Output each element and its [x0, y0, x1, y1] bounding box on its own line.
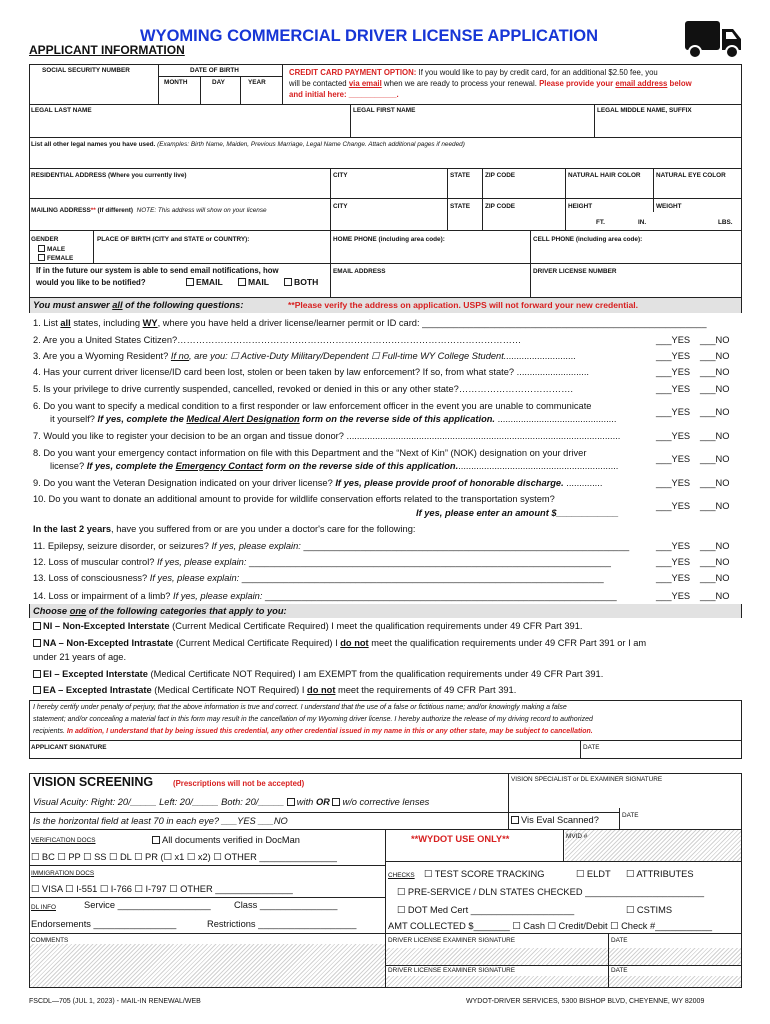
dob-year-label: YEAR: [248, 79, 266, 86]
weight-lbs-label: LBS.: [718, 219, 733, 226]
home-phone-label: HOME PHONE (including area code):: [333, 236, 445, 243]
q8-yes[interactable]: ___YES: [656, 454, 691, 464]
dl-examiner-signature-label-2: DRIVER LICENSE EXAMINER SIGNATURE: [388, 967, 516, 974]
gender-female-option[interactable]: FEMALE: [38, 254, 73, 262]
eldt-check[interactable]: ☐ ELDT: [576, 869, 611, 879]
comments-label: COMMENTS: [31, 937, 69, 944]
attributes-check[interactable]: ☐ ATTRIBUTES: [626, 869, 694, 879]
question-5: 5. Is your privilege to drive currently suspended, cancelled, revoked or denied in this or any other state?……………………………….: [33, 384, 573, 394]
dl-number-label: DRIVER LICENSE NUMBER: [533, 268, 617, 275]
q7-no[interactable]: ___NO: [700, 431, 730, 441]
question-6-line2: it yourself? If yes, complete the Medical Alert Designation form on the reverse side of this application. ..............................................: [50, 414, 617, 424]
truck-icon: [683, 17, 745, 61]
city-label: CITY: [333, 172, 348, 179]
cstims-check[interactable]: ☐ CSTIMS: [626, 905, 673, 915]
q13-no[interactable]: ___NO: [700, 573, 730, 583]
gender-male-option[interactable]: MALE: [38, 245, 65, 253]
middle-name-label: LEGAL MIDDLE NAME, SUFFIX: [597, 107, 692, 114]
question-10-amount[interactable]: If yes, please enter an amount $____________: [416, 508, 619, 518]
question-10: 10. Do you want to donate an additional amount to provide for wildlife conservation efforts related to the transportation system?: [33, 494, 555, 504]
birthplace-label: PLACE OF BIRTH (CITY and STATE or COUNTRY):: [97, 236, 250, 243]
question-9: 9. Do you want the Veteran Designation indicated on your driver license? If yes, please provide proof of honorable discharge. ..............: [33, 478, 603, 488]
state-label: STATE: [450, 172, 470, 179]
certify-line3: recipients. In addition, I understand that by being issued this credential, any other credential issued in my name in this or any other state, may be subject to cancellation.: [33, 728, 593, 735]
verification-docs-label: VERIFICATION DOCS: [31, 837, 96, 844]
vision-examiner-signature-label: VISION SPECIALIST or DL EXAMINER SIGNATURE: [511, 776, 663, 783]
q14-no[interactable]: ___NO: [700, 591, 730, 601]
height-in-label: IN.: [638, 219, 647, 226]
q5-no[interactable]: ___NO: [700, 384, 730, 394]
q9-no[interactable]: ___NO: [700, 478, 730, 488]
mailing-city-label: CITY: [333, 203, 348, 210]
preservice-check[interactable]: ☐ PRE-SERVICE / DLN STATES CHECKED _______________________: [397, 887, 705, 897]
immigration-docs-label: IMMIGRATION DOCS: [31, 870, 95, 877]
vision-screening-title: VISION SCREENING: [33, 775, 154, 789]
question-13: 13. Loss of consciousness? If yes, please explain: ______________________________________________________________________: [33, 573, 604, 583]
class-field[interactable]: Class _______________: [234, 900, 338, 910]
dob-day-label: DAY: [212, 79, 225, 86]
horizontal-field-line[interactable]: Is the horizontal field at least 70 in each eye? ___YES ___NO: [33, 816, 288, 826]
all-docs-verified[interactable]: All documents verified in DocMan: [152, 835, 300, 845]
cell-phone-label: CELL PHONE (including area code):: [533, 236, 643, 243]
q4-no[interactable]: ___NO: [700, 367, 730, 377]
question-1: 1. List all states, including WY, where you have held a driver license/learner permit or ID card: _______________________________________________________: [33, 318, 707, 328]
notify-both-option[interactable]: BOTH: [284, 278, 318, 287]
question-6-line1: 6. Do you want to specify a medical condition to a first responder or law enforcement officer in the event you are unable to communicate: [33, 401, 592, 411]
question-14: 14. Loss or impairment of a limb? If yes, please explain: ____________________________________________________________________: [33, 591, 617, 601]
question-11: 11. Epilepsy, seizure disorder, or seizures? If yes, please explain: _______________________________________________________________: [33, 541, 630, 551]
hair-color-label: NATURAL HAIR COLOR: [568, 172, 641, 179]
height-label: HEIGHT: [568, 203, 593, 210]
choose-category-heading: Choose one of the following categories that apply to you:: [33, 606, 287, 616]
q12-no[interactable]: ___NO: [700, 557, 730, 567]
notify-email-option[interactable]: EMAIL: [186, 278, 223, 287]
section-applicant-information: APPLICANT INFORMATION: [29, 43, 185, 57]
notify-question-line2: would you like to be notified?: [36, 278, 146, 287]
last-two-years-heading: In the last 2 years, have you suffered from or are you under a doctor's care for the following:: [33, 524, 416, 534]
dl-examiner-date-label-2: DATE: [611, 967, 628, 974]
category-ei[interactable]: EI – Excepted Interstate (Medical Certificate NOT Required) I am EXEMPT from the qualification requirements under 49 CFR Part 391.: [33, 669, 603, 679]
question-2: 2. Are you a United States Citizen?…………………………………………………………………………………………………: [33, 335, 522, 345]
dob-month-label: MONTH: [164, 79, 188, 86]
q6-no[interactable]: ___NO: [700, 407, 730, 417]
question-4: 4. Has your current driver license/ID card been lost, stolen or been taken by law enforcement? If so, from what state? ............................: [33, 367, 589, 377]
service-field[interactable]: Service __________________: [84, 900, 211, 910]
verification-docs-options[interactable]: ☐ BC ☐ PP ☐ SS ☐ DL ☐ PR (☐ x1 ☐ x2) ☐ OTHER _______________: [31, 852, 337, 862]
question-8-line2: license? If yes, complete the Emergency Contact form on the reverse side of this application...............................................................: [50, 461, 619, 471]
q2-yes[interactable]: ___YES: [656, 335, 691, 345]
dl-info-label: DL INFO: [31, 904, 56, 911]
credit-card-option-line2: will be contacted via email when we are ready to process your renewal. Please provide your email address below: [289, 79, 692, 88]
mailing-state-label: STATE: [450, 203, 470, 210]
q11-no[interactable]: ___NO: [700, 541, 730, 551]
question-3: 3. Are you a Wyoming Resident? If no, are you: ☐ Active-Duty Military/Dependent ☐ Full-time WY College Student............................: [33, 351, 577, 361]
q9-yes[interactable]: ___YES: [656, 478, 691, 488]
question-12: 12. Loss of muscular control? If yes, please explain: ______________________________________________________________________: [33, 557, 611, 567]
q2-no[interactable]: ___NO: [700, 335, 730, 345]
weight-label: WEIGHT: [656, 203, 682, 210]
immigration-docs-options[interactable]: ☐ VISA ☐ I-551 ☐ I-766 ☐ I-797 ☐ OTHER _______________: [31, 884, 293, 894]
mailing-zip-label: ZIP CODE: [485, 203, 516, 210]
eye-color-label: NATURAL EYE COLOR: [656, 172, 726, 179]
dob-label: DATE OF BIRTH: [190, 67, 239, 74]
vision-date-label: DATE: [622, 812, 639, 819]
restrictions-field[interactable]: Restrictions ___________________: [207, 919, 357, 929]
q5-yes[interactable]: ___YES: [656, 384, 691, 394]
applicant-signature-date-label: DATE: [583, 744, 600, 751]
credit-card-option-line1: CREDIT CARD PAYMENT OPTION: If you would like to pay by credit card, for an additional $2.50 fee, you: [289, 68, 658, 77]
question-8-line1: 8. Do you want your emergency contact information on file with this Department and the “Next of Kin” (NOK) designation on your driver: [33, 448, 587, 458]
mvid-label: MVID #: [566, 833, 588, 840]
verify-address-warning: **Please verify the address on application. USPS will not forward your new credential.: [288, 300, 639, 310]
must-answer-heading: You must answer all of the following questions:: [33, 300, 244, 310]
residential-address-label: RESIDENTIAL ADDRESS (Where you currently live): [31, 172, 187, 179]
dl-examiner-date-label-1: DATE: [611, 937, 628, 944]
wydot-use-only-label: **WYDOT USE ONLY**: [411, 834, 510, 844]
last-name-label: LEGAL LAST NAME: [31, 107, 92, 114]
q6-yes[interactable]: ___YES: [656, 407, 691, 417]
q3-yes[interactable]: ___YES: [656, 351, 691, 361]
form-number-footer: FSCDL—705 (JUL 1, 2023) - MAIL-IN RENEWAL/WEB: [29, 998, 201, 1005]
endorsements-field[interactable]: Endorsements ________________: [31, 919, 177, 929]
certify-line2: statement; and/or concealing a material fact in this form may result in the cancellation of my Wyoming driver license. I hereby authorize the release of my driving record to authorized: [33, 716, 593, 723]
q4-yes[interactable]: ___YES: [656, 367, 691, 377]
category-na-cont: under 21 years of age.: [33, 652, 127, 662]
question-7: 7. Would you like to register your decision to be an organ and tissue donor? ..........................................................................................................: [33, 431, 621, 441]
height-ft-label: FT.: [596, 219, 605, 226]
vis-eval-scanned[interactable]: Vis Eval Scanned?: [511, 815, 599, 825]
q3-no[interactable]: ___NO: [700, 351, 730, 361]
credit-card-initial[interactable]: and initial here: ___________.: [289, 90, 399, 99]
q13-yes[interactable]: ___YES: [656, 573, 691, 583]
checks-label: CHECKS: [388, 872, 415, 879]
applicant-signature-field[interactable]: [140, 742, 570, 757]
test-score-tracking[interactable]: ☐ TEST SCORE TRACKING: [424, 869, 545, 879]
email-address-label: EMAIL ADDRESS: [333, 268, 386, 275]
notify-question-line1: If in the future our system is able to send email notifications, how: [36, 266, 279, 275]
q12-yes[interactable]: ___YES: [656, 557, 691, 567]
first-name-label: LEGAL FIRST NAME: [353, 107, 416, 114]
q7-yes[interactable]: ___YES: [656, 431, 691, 441]
notify-mail-option[interactable]: MAIL: [238, 278, 269, 287]
other-names-label: List all other legal names you have used. (Examples: Birth Name, Maiden, Previous Marriage, Legal Name Change. Attach additional pages if needed): [31, 141, 465, 148]
applicant-signature-label: APPLICANT SIGNATURE: [31, 744, 107, 751]
amount-collected-line[interactable]: AMT COLLECTED $_______ ☐ Cash ☐ Credit/Debit ☐ Check #___________: [388, 921, 713, 931]
ssn-field[interactable]: [38, 76, 156, 102]
gender-label: GENDER: [31, 236, 59, 243]
zip-label: ZIP CODE: [485, 172, 516, 179]
q10-yes[interactable]: ___YES: [656, 501, 691, 511]
q14-yes[interactable]: ___YES: [656, 591, 691, 601]
q10-no[interactable]: ___NO: [700, 501, 730, 511]
category-ni[interactable]: NI – Non-Excepted Interstate (Current Medical Certificate Required) I meet the qualification requirements under 49 CFR Part 391.: [33, 621, 582, 631]
mailing-address-label: MAILING ADDRESS** (If different) NOTE: This address will show on your license: [31, 207, 267, 214]
dl-examiner-signature-label-1: DRIVER LICENSE EXAMINER SIGNATURE: [388, 937, 516, 944]
dot-med-cert-check[interactable]: ☐ DOT Med Cert ____________________: [397, 905, 575, 915]
category-na[interactable]: NA – Non-Excepted Intrastate (Current Medical Certificate Required) I do not meet the qualification requirements under 49 CFR Part 391 or I am: [33, 638, 646, 648]
certify-line1: I hereby certify under penalty of perjury, that the above information is true and correct. I understand that the use of a false or fictitious name; and/or knowingly making a false: [33, 704, 567, 711]
address-footer: WYDOT-DRIVER SERVICES, 5300 BISHOP BLVD, CHEYENNE, WY 82009: [466, 998, 705, 1005]
ssn-label: SOCIAL SECURITY NUMBER: [42, 67, 130, 74]
visual-acuity-line[interactable]: Visual Acuity: Right: 20/_____ Left: 20/_____ Both: 20/_____ with OR w/o corrective lenses: [33, 797, 430, 807]
category-ea[interactable]: EA – Excepted Intrastate (Medical Certificate NOT Required) I do not meet the requirements of 49 CFR Part 391.: [33, 685, 516, 695]
q11-yes[interactable]: ___YES: [656, 541, 691, 551]
q8-no[interactable]: ___NO: [700, 454, 730, 464]
vision-prescription-note: (Prescriptions will not be accepted): [173, 779, 305, 788]
page-title: WYOMING COMMERCIAL DRIVER LICENSE APPLICATION: [140, 27, 599, 45]
